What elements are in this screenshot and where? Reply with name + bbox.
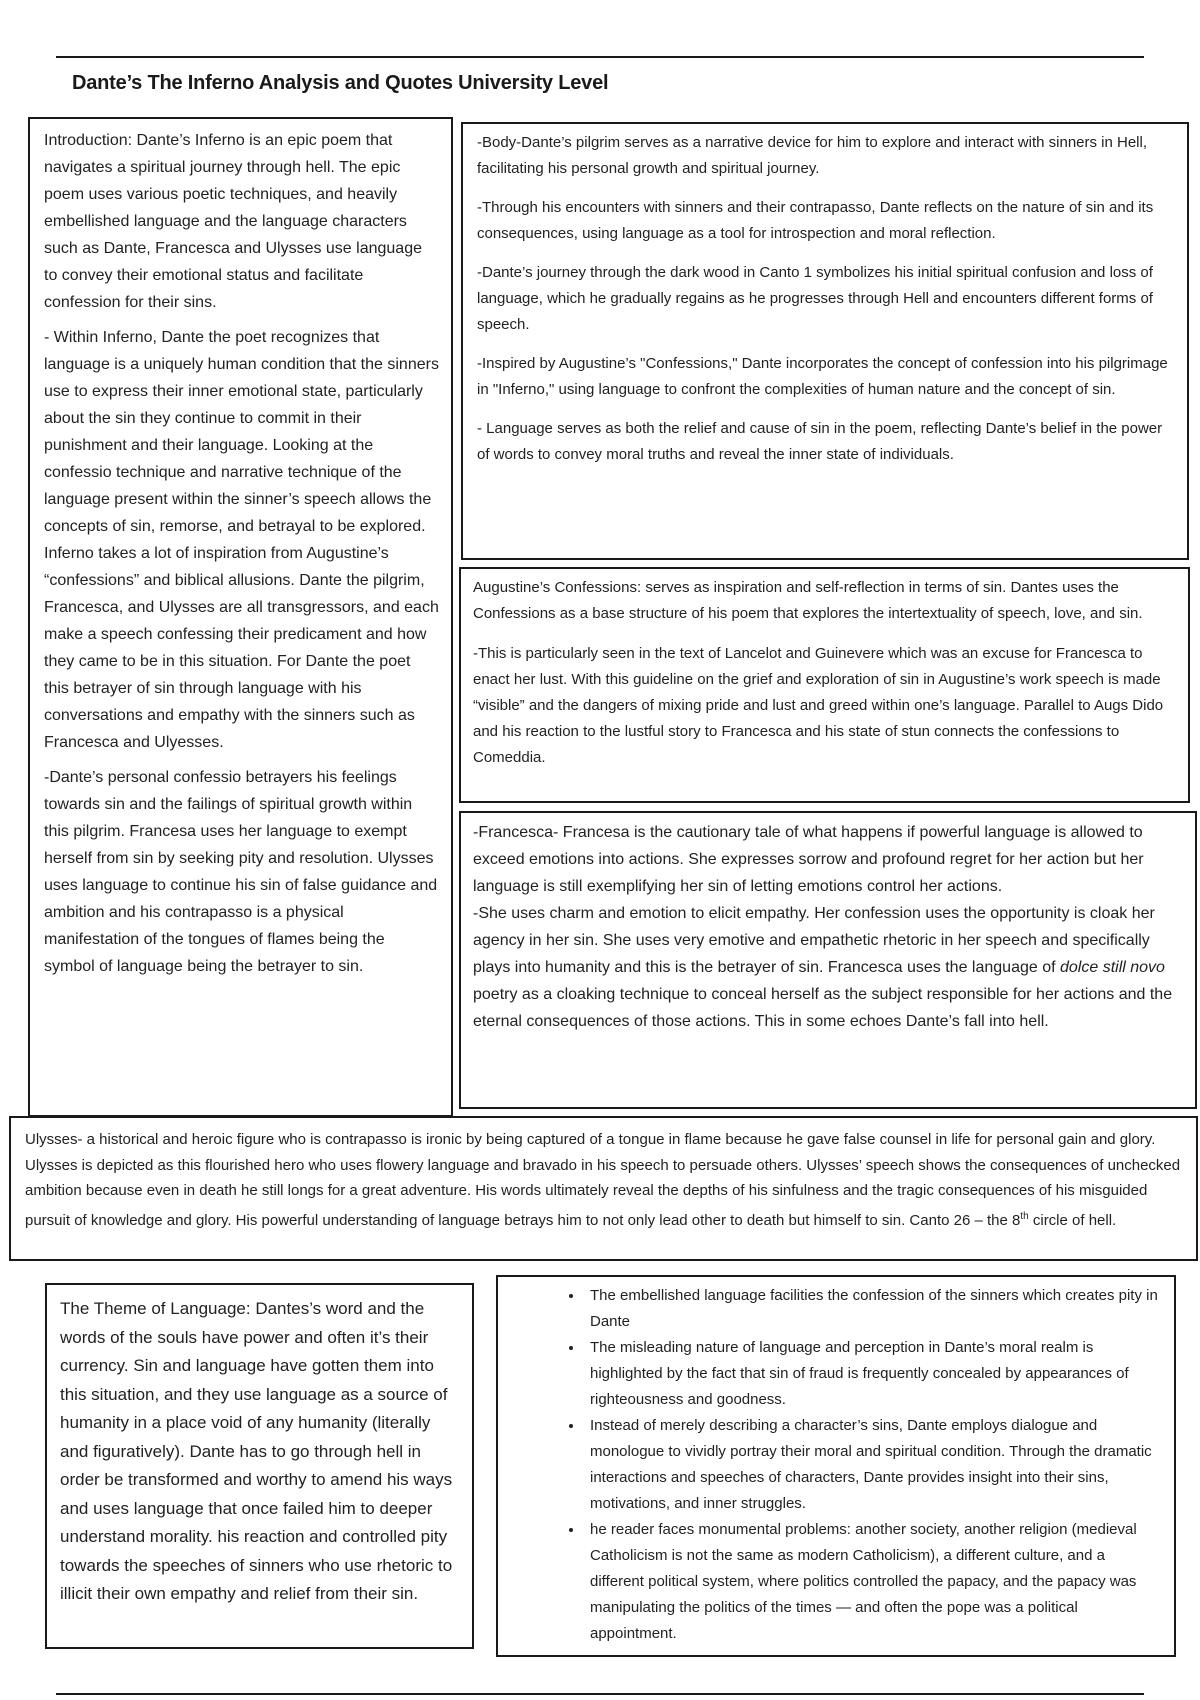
bullet-list [512,1283,1160,1647]
top-rule [56,56,1144,58]
augustine-paragraph: Augustine’s Confessions: serves as inspiration and self-reflection in terms of sin. Dantes uses the Confessions as a base structure of his poem that explores the intertextuality of speech, love, and sin. [473,579,1143,622]
theme-paragraph: The Theme of Language: Dantes’s word and the words of the souls have power and often it’s their currency. Sin and language have gotten them into this situation, and they use language as a source of humanity in a place void of any humanity (literally and figuratively). Dante has to go through hell in order be transformed and worthy to amend his ways and uses language that once failed him to deeper understand morality. his reaction and controlled pity towards the speeches of sinners who use rhetoric to illicit their own empathy and relief from their sin. [60,1299,453,1603]
augustine-box [459,567,1190,803]
bullet-item: • The embellished language facilities the confession of the sinners which creates pity in Dante [584,1283,1160,1335]
augustine-paragraph: -This is particularly seen in the text of Lancelot and Guinevere which was an excuse for Francesca to enact her lust. With this guideline on the grief and exploration of sin in Augustine’s work speech is made “visible” and the dangers of mixing pride and lust and greed within one’s language. Parallel to Augs Dido and his reaction to the lustful story to Francesca and his state of stun connects the confessions to Comeddia. [473,645,1164,766]
francesca-text: -She uses charm and emotion to elicit empathy. Her confession uses the opportunity is cloak her agency in her sin. She uses very emotive and empathetic rhetoric in her speech and specifically plays into humanity and this is the betrayer of sin. Francesca uses the language of [473,905,1155,976]
francesca-italic-term: dolce still novo [1060,959,1165,976]
bullets-box [496,1275,1176,1657]
francesca-box [459,811,1197,1109]
ulysses-text: circle of hell. [1028,1211,1117,1229]
ulysses-text: Ulysses- a historical and heroic figure who is contrapasso is ironic by being captured of a tongue in flame because he gave false counsel in life for personal gain and glory. Ulysses is depicted as this flourished hero who uses flowery language and bravado in his speech to persuade others. Ulysses’ speech shows the consequences of unchecked ambition because even in death he still longs for a great adventure. His words ultimately reveal the depths of his sinfulness and the tragic consequences of his misguided pursuit of knowledge and glory. His powerful understanding of language betrays him to not only lead other to death but himself to sin. Canto 26 – the 8 [25,1131,1181,1229]
introduction-box [28,117,453,1117]
body-paragraph: - Language serves as both the relief and cause of sin in the poem, reflecting Dante’s belief in the power of words to convey moral truths and reveal the inner state of individuals. [477,420,1163,463]
francesca-paragraph: -Francesca- Francesa is the cautionary tale of what happens if powerful language is allowed to exceed emotions into actions. She expresses sorrow and profound regret for her action but her language is still exemplifying her sin of letting emotions control her actions. [473,824,1144,895]
body-paragraph: -Through his encounters with sinners and their contrapasso, Dante reflects on the nature of sin and its consequences, using language as a tool for introspection and moral reflection. [477,199,1154,242]
francesca-text: poetry as a cloaking technique to conceal herself as the subject responsible for her actions and the eternal consequences of those actions. This in some echoes Dante’s fall into hell. [473,986,1173,1030]
bullet-item: • The misleading nature of language and perception in Dante’s moral realm is highlighted by the fact that sin of fraud is frequently concealed by appearances of righteousness and goodness. [584,1335,1160,1413]
body-paragraph: -Inspired by Augustine’s "Confessions," Dante incorporates the concept of confession into his pilgrimage in "Inferno," using language to confront the complexities of human nature and the concept of sin. [477,355,1168,398]
francesca-paragraph [473,900,1185,1035]
ulysses-box [9,1116,1198,1261]
introduction-paragraph: -Dante’s personal confessio betrayers his feelings towards sin and the failings of spiritual growth within this pilgrim. Francesa uses her language to exempt herself from sin by seeking pity and resolution. Ulysses uses language to continue his sin of false guidance and ambition and his contrapasso is a physical manifestation of the tongues of flames being the symbol of language being the betrayer to sin. [44,769,438,975]
bullet-item: • Instead of merely describing a character’s sins, Dante employs dialogue and monologue to vividly portray their moral and spiritual condition. Through the dramatic interactions and speeches of characters, Dante provides insight into their sins, motivations, and inner struggles. [584,1413,1160,1517]
theme-box [45,1283,474,1649]
page-title: Dante’s The Inferno Analysis and Quotes University Level [72,72,609,94]
ulysses-superscript: th [1020,1210,1029,1222]
body-box [461,122,1189,560]
body-paragraph: -Body-Dante’s pilgrim serves as a narrative device for him to explore and interact with sinners in Hell, facilitating his personal growth and spiritual journey. [477,134,1148,177]
introduction-paragraph: Introduction: Dante’s Inferno is an epic poem that navigates a spiritual journey through hell. The epic poem uses various poetic techniques, and heavily embellished language and the language characters such as Dante, Francesca and Ulysses use language to convey their emotional status and facilitate confession for their sins. [44,132,422,311]
body-paragraph: -Dante’s journey through the dark wood in Canto 1 symbolizes his initial spiritual confusion and loss of language, which he gradually regains as he progresses through Hell and encounters different forms of speech. [477,264,1153,333]
bottom-rule [56,1693,1144,1695]
ulysses-paragraph [25,1127,1184,1233]
introduction-paragraph: - Within Inferno, Dante the poet recognizes that language is a uniquely human condition that the sinners use to express their inner emotional state, particularly about the sin they continue to commit in their punishment and their language. Looking at the confessio technique and narrative technique of the language present within the sinner’s speech allows the concepts of sin, remorse, and betrayal to be explored. Inferno takes a lot of inspiration from Augustine’s “confessions” and biblical allusions. Dante the pilgrim, Francesca, and Ulysses are all transgressors, and each make a speech confessing their predicament and how they came to be in this situation. For Dante the poet this betrayer of sin through language with his conversations and empathy with the sinners such as Francesca and Ulyesses. [44,329,439,751]
bullet-item: • he reader faces monumental problems: another society, another religion (medieval Catholicism is not the same as modern Catholicism), a different culture, and a different political system, where politics controlled the papacy, and the papacy was manipulating the politics of the times — and often the pope was a political appointment. [584,1517,1160,1647]
